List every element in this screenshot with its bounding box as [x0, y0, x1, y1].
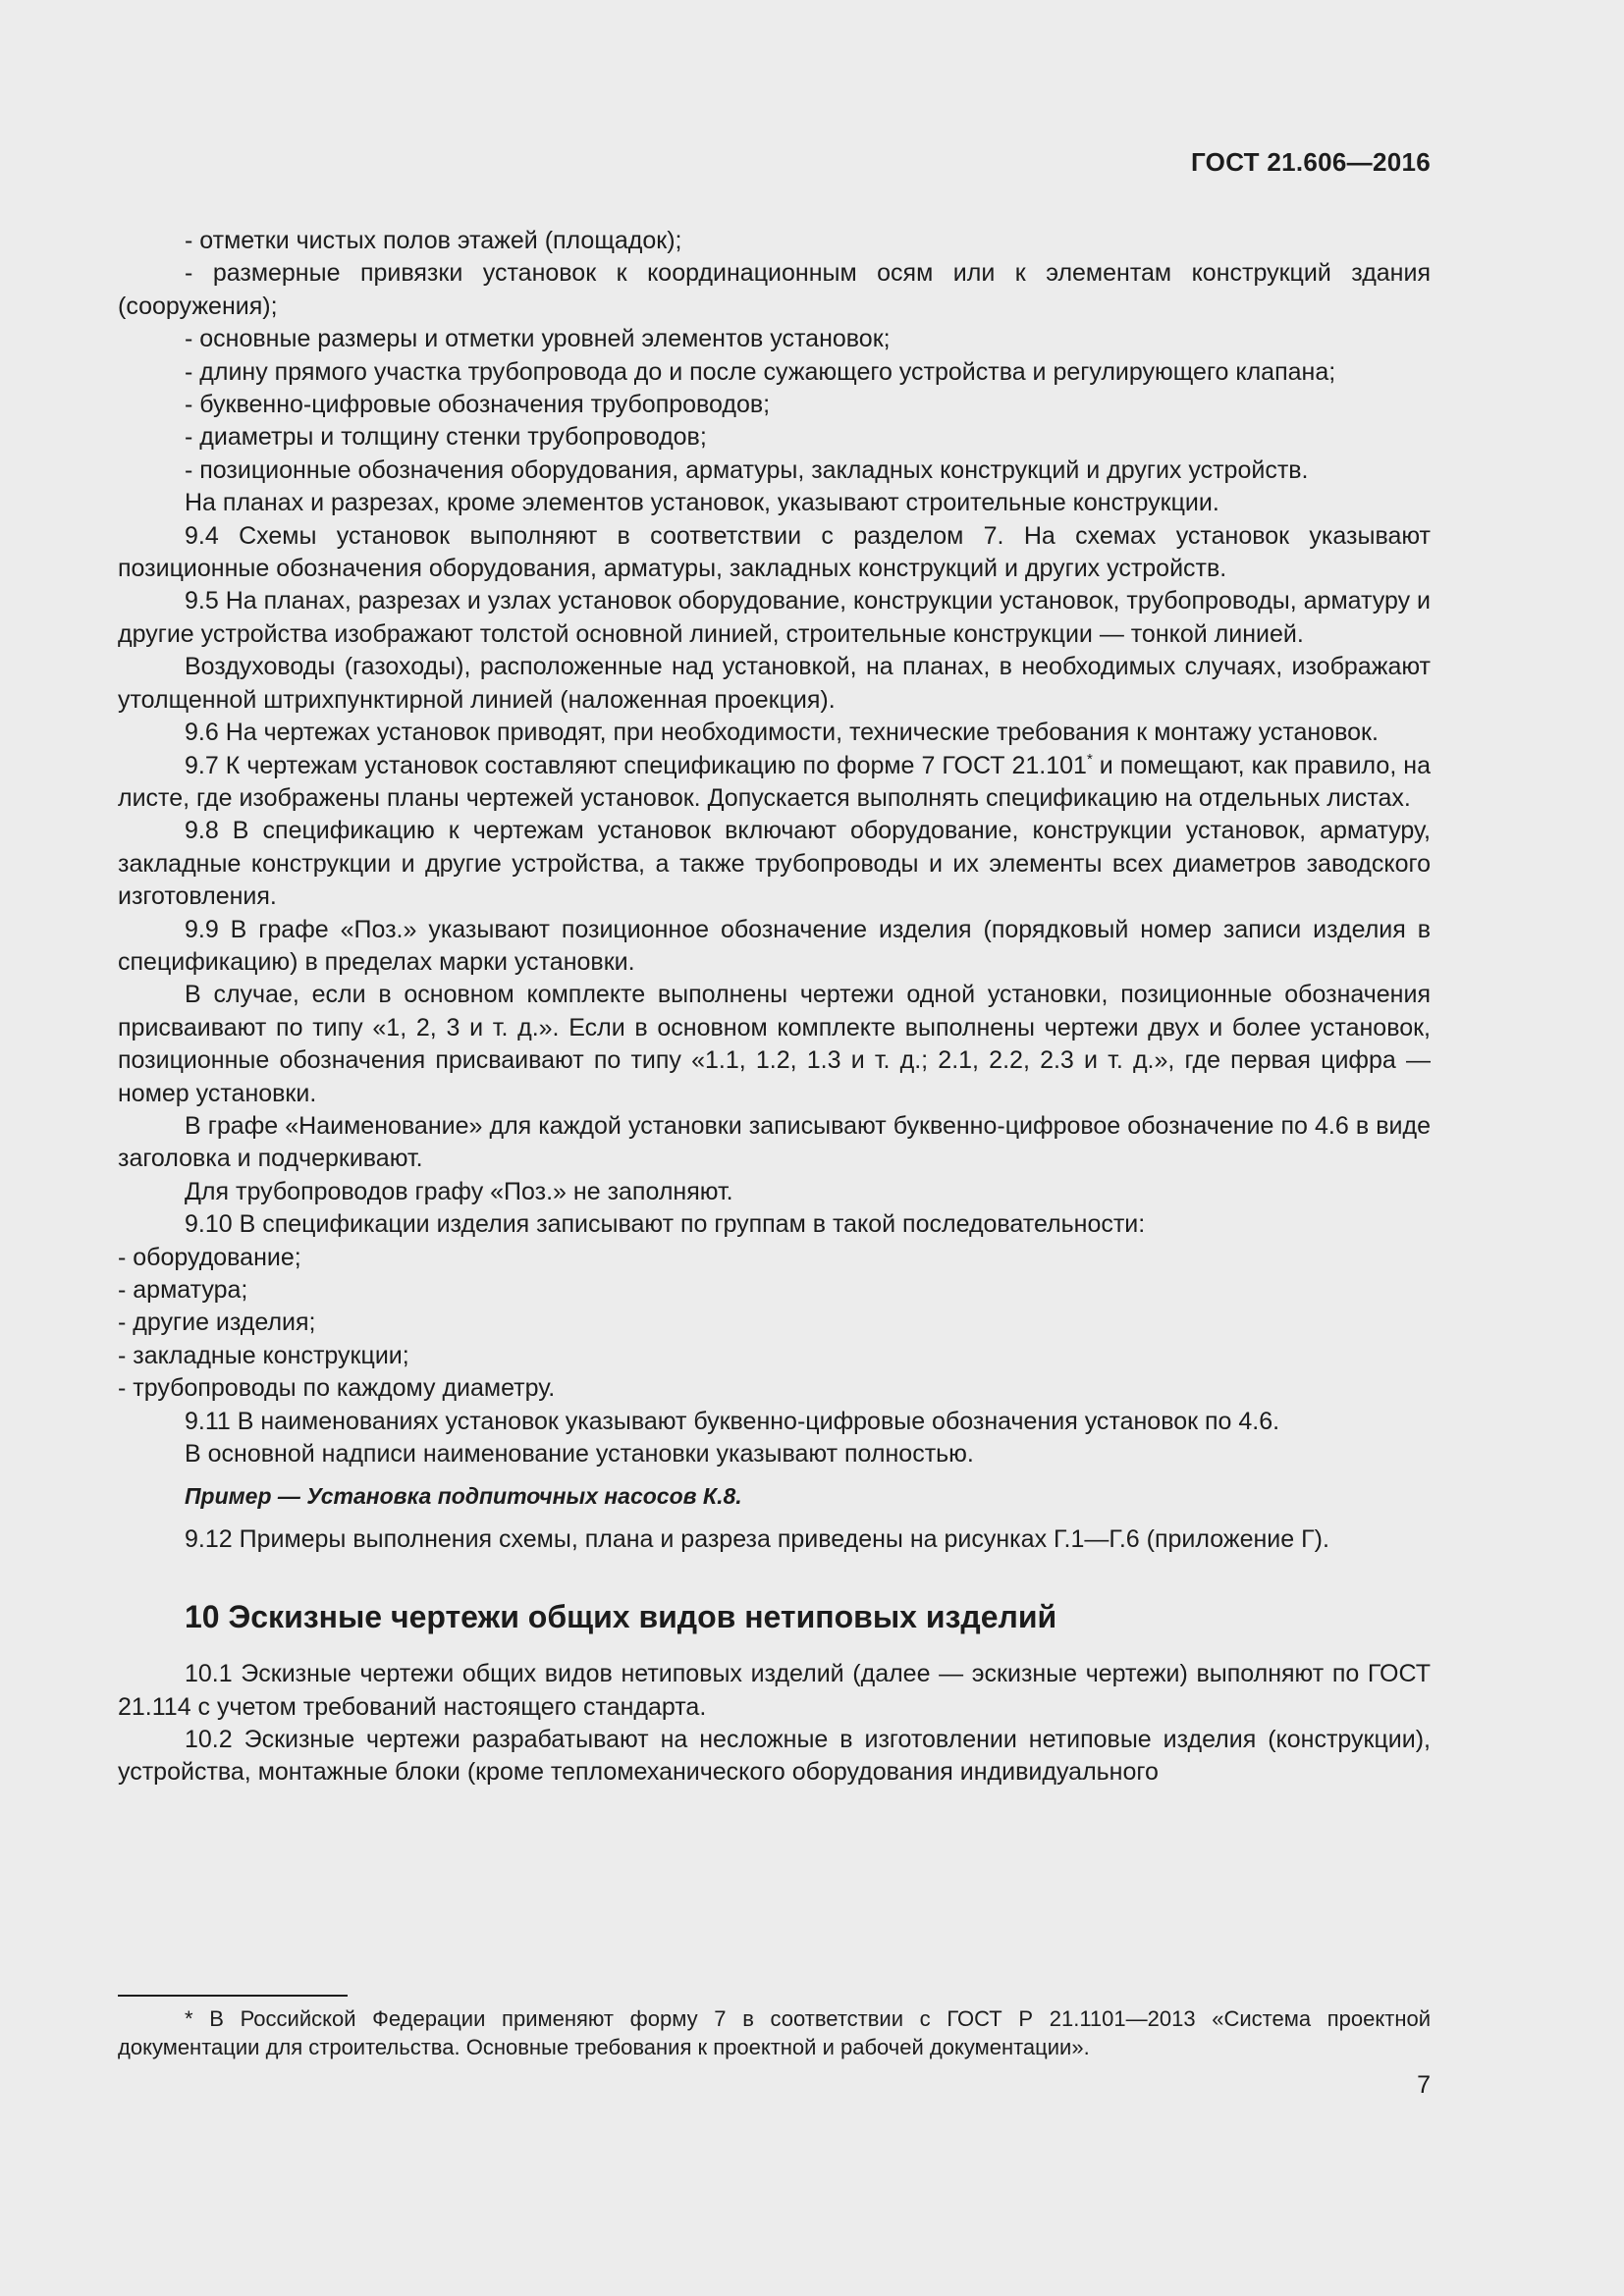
paragraph: На планах и разрезах, кроме элементов установок, указывают строительные конструкции. [185, 489, 1219, 517]
list-item: - арматура; [118, 1276, 248, 1304]
list-item: - трубопроводы по каждому диаметру. [118, 1374, 556, 1403]
list-item: - буквенно-цифровые обозначения трубопроводов; [185, 391, 771, 419]
example-note: Пример — Установка подпиточных насосов К.8. [185, 1483, 742, 1510]
clause-9-7-text-end: и помещают, как правило, на листе, где изображены планы чертежей установок. Допускается выполнять спецификацию на отдельных листах. [118, 751, 1431, 812]
footnote-divider [118, 1995, 348, 1997]
page-body [118, 225, 1431, 1789]
footnote: * В Российской Федерации применяют форму 7 в соответствии с ГОСТ Р 21.1101—2013 «Система проектной документации для строительства. Основные требования к проектной и рабочей документации». [118, 2006, 1431, 2059]
clause-9-4: 9.4 Схемы установок выполняют в соответствии с разделом 7. На схемах установок указывают позиционные обозначения оборудования, арматуры, закладных конструкций и других устройств. [118, 521, 1431, 583]
list-item: - основные размеры и отметки уровней элементов установок; [185, 325, 891, 353]
clause-10-2: 10.2 Эскизные чертежи разрабатывают на несложные в изготовлении нетиповые изделия (конструкции), устройства, монтажные блоки (кроме тепломеханического оборудования индивидуального [118, 1726, 1431, 1787]
list-item: - закладные конструкции; [118, 1341, 409, 1369]
list-item: - другие изделия; [118, 1308, 316, 1337]
clause-9-5: 9.5 На планах, разрезах и узлах установок оборудование, конструкции установок, трубопроводы, арматуру и другие устройства изображают толстой основной линией, строительные конструкции — тонкой линией. [118, 587, 1431, 648]
clause-9-11: 9.11 В наименованиях установок указывают буквенно-цифровые обозначения установок по 4.6. [185, 1407, 1280, 1435]
list-item: - длину прямого участка трубопровода до и после сужающего устройства и регулирующего клапана; [185, 357, 1336, 386]
list-item: - диаметры и толщину стенки трубопроводов; [185, 423, 707, 452]
clause-9-12: 9.12 Примеры выполнения схемы, плана и разреза приведены на рисунках Г.1—Г.6 (приложение Г). [185, 1524, 1329, 1553]
list-item: - размерные привязки установок к координационным осям или к элементам конструкций здания (сооружения); [118, 259, 1431, 320]
paragraph: В случае, если в основном комплекте выполнены чертежи одной установки, позиционные обозначения присваивают по типу «1, 2, 3 и т. д.». Если в основном комплекте выполнены чертежи двух и более установок, позиционные обозначения присваивают по типу «1.1, 1.2, 1.3 и т. д.; 2.1, 2.2, 2.3 и т. д.», где первая цифра — номер установки. [118, 981, 1431, 1107]
paragraph: В основной надписи наименование установки указывают полностью. [185, 1440, 974, 1468]
clause-10-1: 10.1 Эскизные чертежи общих видов нетиповых изделий (далее — эскизные чертежи) выполняют по ГОСТ 21.114 с учетом требований настоящего стандарта. [118, 1660, 1431, 1721]
paragraph: В графе «Наименование» для каждой установки записывают буквенно-цифровое обозначение по 4.6 в виде заголовка и подчеркивают. [118, 1111, 1431, 1173]
clause-9-7-text-start: 9.7 К чертежам установок составляют спецификацию по форме 7 ГОСТ 21.101 [185, 751, 1087, 779]
clause-9-7 [118, 750, 1431, 816]
document-code-header: ГОСТ 21.606—2016 [1190, 147, 1431, 177]
clause-9-10: 9.10 В спецификации изделия записывают по группам в такой последовательности: [185, 1210, 1146, 1239]
page-number: 7 [1417, 2071, 1431, 2099]
clause-9-9: 9.9 В графе «Поз.» указывают позиционное обозначение изделия (порядковый номер записи изделия в спецификацию) в пределах марки установки. [118, 915, 1431, 976]
list-item: - отметки чистых полов этажей (площадок); [185, 227, 682, 254]
clause-9-6: 9.6 На чертежах установок приводят, при необходимости, технические требования к монтажу установок. [185, 719, 1379, 747]
paragraph: Воздуховоды (газоходы), расположенные над установкой, на планах, в необходимых случаях, изображают утолщенной штрихпунктирной линией (наложенная проекция). [118, 653, 1431, 714]
paragraph: Для трубопроводов графу «Поз.» не заполняют. [185, 1177, 733, 1205]
list-item: - оборудование; [118, 1243, 301, 1271]
section-10-title: 10 Эскизные чертежи общих видов нетиповых изделий [185, 1599, 1057, 1635]
clause-9-8: 9.8 В спецификацию к чертежам установок включают оборудование, конструкции установок, арматуру, закладные конструкции и другие устройства, а также трубопроводы и их элементы всех диаметров заводского изготовления. [118, 817, 1431, 911]
list-item: - позиционные обозначения оборудования, арматуры, закладных конструкций и других устройств. [185, 455, 1309, 484]
footnote-marker: * [1086, 750, 1093, 768]
